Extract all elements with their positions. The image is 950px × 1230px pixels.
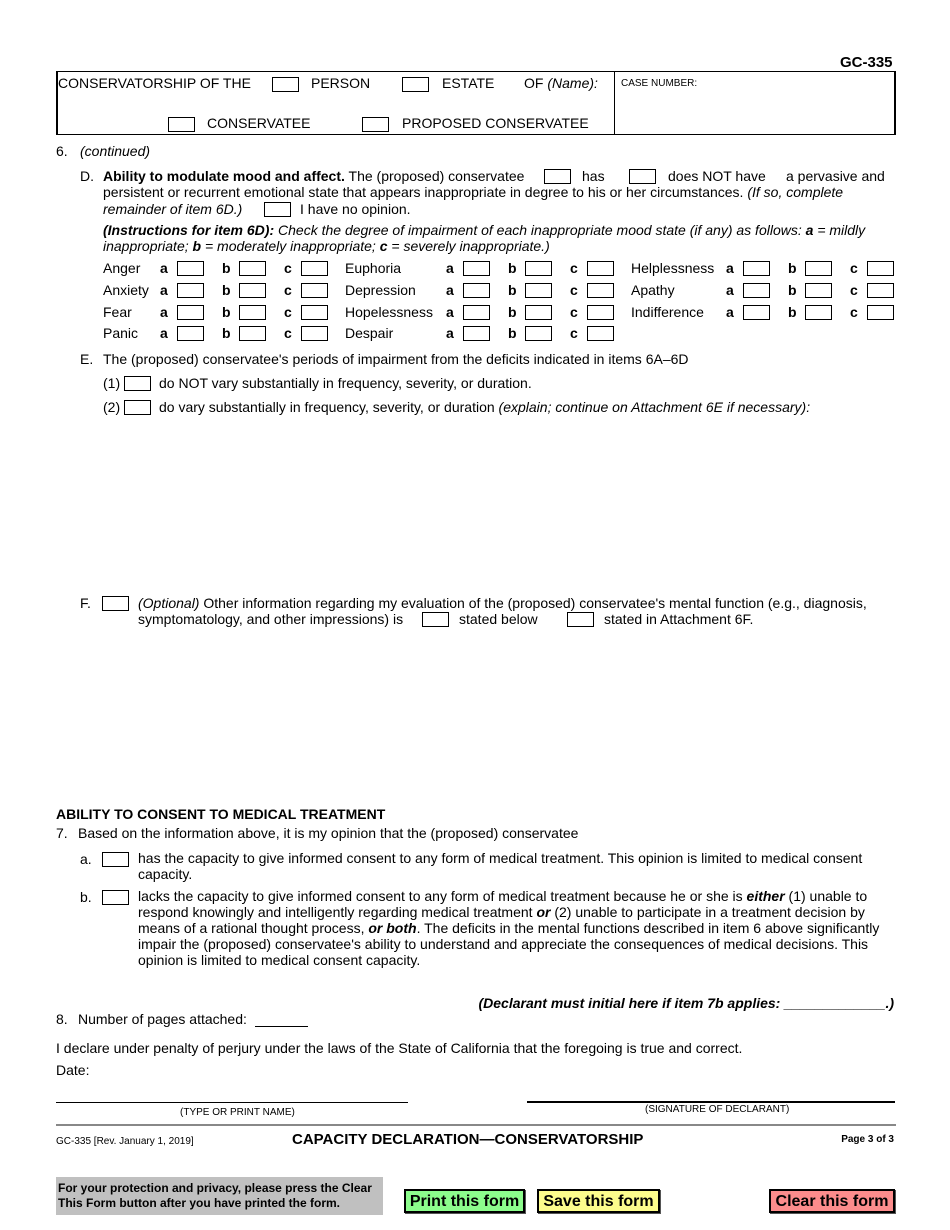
mood-indifference-c-checkbox[interactable] (867, 305, 894, 320)
mood-label: Panic (103, 325, 139, 341)
degree-b-label: b (508, 282, 517, 298)
item6f-text2: symptomatology, and other impressions) is (138, 611, 404, 627)
item6d-title: Ability to modulate mood and affect. (103, 168, 345, 184)
mood-panic-a-checkbox[interactable] (177, 326, 204, 341)
mood-euphoria-b-checkbox[interactable] (525, 261, 552, 276)
no-opinion-checkbox[interactable] (264, 202, 291, 217)
item7a-text: has the capacity to give informed consent to any form of medical treatment. This opinion is limited to medical consent capacity. (138, 850, 863, 882)
instr-b: b (192, 238, 202, 254)
mood-apathy-b-checkbox[interactable] (805, 283, 832, 298)
degree-c-label: c (284, 260, 292, 276)
degree-c-label: c (570, 304, 578, 320)
mood-label: Indifference (631, 304, 704, 320)
stated-attachment-label: stated in Attachment 6F. (604, 611, 754, 627)
degree-a-label: a (160, 304, 168, 320)
person-checkbox[interactable] (272, 77, 299, 92)
degree-b-label: b (222, 325, 231, 341)
mood-label: Depression (345, 282, 416, 298)
mood-panic-b-checkbox[interactable] (239, 326, 266, 341)
mood-depression-c-checkbox[interactable] (587, 283, 614, 298)
item6d-text4: (If so, complete (747, 184, 844, 200)
instr-c-text: = severely inappropriate.) (391, 238, 550, 254)
item7-number: 7. (56, 825, 68, 841)
name-line[interactable] (56, 1102, 408, 1103)
item7b-checkbox[interactable] (102, 890, 129, 905)
degree-a-label: a (726, 260, 734, 276)
case-number-label: CASE NUMBER: (621, 78, 698, 89)
revision-label: GC-335 [Rev. January 1, 2019] (56, 1136, 194, 1147)
degree-b-label: b (788, 304, 797, 320)
conservatee-checkbox[interactable] (168, 117, 195, 132)
initial-note: (Declarant must initial here if item 7b applies: _____________.) (478, 995, 894, 1011)
degree-c-label: c (570, 282, 578, 298)
mood-label: Anger (103, 260, 141, 276)
degree-b-label: b (222, 282, 231, 298)
signature-caption: (SIGNATURE OF DECLARANT) (645, 1104, 790, 1115)
stated-attachment-checkbox[interactable] (567, 612, 594, 627)
degree-c-label: c (570, 325, 578, 341)
mood-label: Helplessness (631, 260, 715, 276)
clear-form-button[interactable]: Clear this form (769, 1189, 895, 1213)
item6f-optional: (Optional) (138, 595, 200, 611)
item6f-text: Other information regarding my evaluation of the (proposed) conservatee's mental function (e.g., diagnosis, (203, 595, 867, 611)
item6e-opt2-label: do vary substantially in frequency, severity, or duration (159, 399, 495, 415)
degree-a-label: a (726, 282, 734, 298)
item6d-text5: remainder of item 6D.) (103, 201, 243, 217)
mood-label: Despair (345, 325, 394, 341)
stated-below-checkbox[interactable] (422, 612, 449, 627)
item6-continued: (continued) (80, 143, 151, 159)
instructions-text: Check the degree of impairment of each inappropriate mood state (if any) as follows: (278, 222, 802, 238)
item6e-opt2-note: (explain; continue on Attachment 6E if necessary): (498, 399, 811, 415)
degree-a-label: a (160, 282, 168, 298)
mood-anger-b-checkbox[interactable] (239, 261, 266, 276)
degree-c-label: c (284, 304, 292, 320)
mood-indifference-b-checkbox[interactable] (805, 305, 832, 320)
does-not-have-label: does NOT have (668, 168, 766, 184)
mood-depression-a-checkbox[interactable] (463, 283, 490, 298)
mood-indifference-a-checkbox[interactable] (743, 305, 770, 320)
proposed-conservatee-checkbox[interactable] (362, 117, 389, 132)
item7-intro: Based on the information above, it is my opinion that the (proposed) conservatee (78, 825, 579, 841)
mood-anxiety-b-checkbox[interactable] (239, 283, 266, 298)
degree-a-label: a (446, 282, 454, 298)
mood-panic-c-checkbox[interactable] (301, 326, 328, 341)
pages-attached-field[interactable] (255, 1026, 308, 1027)
item6e-opt1-label: do NOT vary substantially in frequency, severity, or duration. (159, 375, 532, 391)
date-label: Date: (56, 1062, 90, 1078)
item6-number: 6. (56, 143, 68, 159)
privacy-line1: For your protection and privacy, please press the Clear (58, 1181, 372, 1195)
degree-b-label: b (222, 304, 231, 320)
page-number: Page 3 of 3 (841, 1134, 894, 1145)
mood-fear-a-checkbox[interactable] (177, 305, 204, 320)
item6f-checkbox[interactable] (102, 596, 129, 611)
mood-anxiety-a-checkbox[interactable] (177, 283, 204, 298)
save-form-button[interactable]: Save this form (537, 1189, 660, 1213)
estate-label: ESTATE (442, 75, 495, 91)
mood-helplessness-b-checkbox[interactable] (805, 261, 832, 276)
privacy-line2: This Form button after you have printed the form. (58, 1196, 341, 1210)
mood-despair-c-checkbox[interactable] (587, 326, 614, 341)
degree-b-label: b (788, 282, 797, 298)
instr-a-text: = mildly (817, 222, 866, 238)
mood-label: Euphoria (345, 260, 402, 276)
of-label: OF (524, 75, 544, 91)
divider (614, 71, 615, 135)
footer-divider (56, 1124, 896, 1126)
degree-b-label: b (508, 260, 517, 276)
item6e-opt1-num: (1) (103, 375, 121, 391)
print-form-button[interactable]: Print this form (404, 1189, 525, 1213)
item6e-opt2-checkbox[interactable] (124, 400, 151, 415)
declaration-text: I declare under penalty of perjury under the laws of the State of California that the foregoing is true and correct. (56, 1040, 743, 1056)
no-opinion-label: I have no opinion. (300, 201, 411, 217)
stated-below-label: stated below (459, 611, 538, 627)
item6e-letter: E. (80, 351, 94, 367)
instructions-title: (Instructions for item 6D): (103, 222, 275, 238)
proposed-conservatee-label: PROPOSED CONSERVATEE (402, 115, 589, 131)
item6d-letter: D. (80, 168, 94, 184)
mood-despair-b-checkbox[interactable] (525, 326, 552, 341)
item6d-text: The (proposed) conservatee (348, 168, 525, 184)
degree-a-label: a (160, 325, 168, 341)
degree-c-label: c (850, 282, 858, 298)
degree-c-label: c (284, 325, 292, 341)
name-label: (Name): (547, 75, 598, 91)
item7a-checkbox[interactable] (102, 852, 129, 867)
mood-label: Hopelessness (345, 304, 433, 320)
mood-label: Apathy (631, 282, 675, 298)
conservatorship-label: CONSERVATORSHIP OF THE (58, 75, 251, 91)
item8-number: 8. (56, 1011, 68, 1027)
item7b-letter: b. (80, 889, 92, 905)
instr-c: c (379, 238, 388, 254)
degree-b-label: b (508, 325, 517, 341)
degree-c-label: c (570, 260, 578, 276)
degree-a-label: a (446, 260, 454, 276)
person-label: PERSON (311, 75, 371, 91)
item6d-text3: persistent or recurrent emotional state that appears inappropriate in degree to his or her circumstances. (103, 184, 744, 200)
section7-heading: ABILITY TO CONSENT TO MEDICAL TREATMENT (56, 806, 386, 822)
item6d-text2: a pervasive and (786, 168, 885, 184)
mood-anger-a-checkbox[interactable] (177, 261, 204, 276)
item6f-letter: F. (80, 595, 91, 611)
mood-euphoria-c-checkbox[interactable] (587, 261, 614, 276)
mood-hopelessness-c-checkbox[interactable] (587, 305, 614, 320)
mood-anger-c-checkbox[interactable] (301, 261, 328, 276)
mood-despair-a-checkbox[interactable] (463, 326, 490, 341)
degree-a-label: a (446, 304, 454, 320)
mood-label: Anxiety (103, 282, 149, 298)
mood-anxiety-c-checkbox[interactable] (301, 283, 328, 298)
item8-label: Number of pages attached: (78, 1011, 247, 1027)
degree-b-label: b (508, 304, 517, 320)
mood-apathy-a-checkbox[interactable] (743, 283, 770, 298)
mood-helplessness-a-checkbox[interactable] (743, 261, 770, 276)
form-id: GC-335 (840, 54, 893, 71)
degree-c-label: c (284, 282, 292, 298)
degree-a-label: a (160, 260, 168, 276)
degree-c-label: c (850, 260, 858, 276)
item6e-text: The (proposed) conservatee's periods of impairment from the deficits indicated in items 6A–6D (103, 351, 689, 367)
degree-a-label: a (446, 325, 454, 341)
degree-b-label: b (788, 260, 797, 276)
has-checkbox[interactable] (544, 169, 571, 184)
form-title: CAPACITY DECLARATION—CONSERVATORSHIP (292, 1131, 644, 1148)
mood-euphoria-a-checkbox[interactable] (463, 261, 490, 276)
mood-hopelessness-b-checkbox[interactable] (525, 305, 552, 320)
instr-a: a (805, 222, 814, 238)
mood-fear-b-checkbox[interactable] (239, 305, 266, 320)
item6e-opt2-num: (2) (103, 399, 121, 415)
conservatee-label: CONSERVATEE (207, 115, 311, 131)
mood-fear-c-checkbox[interactable] (301, 305, 328, 320)
privacy-notice (56, 1177, 383, 1215)
mood-depression-b-checkbox[interactable] (525, 283, 552, 298)
degree-c-label: c (850, 304, 858, 320)
instructions-text2: inappropriate; (103, 238, 189, 254)
degree-b-label: b (222, 260, 231, 276)
item7a-letter: a. (80, 851, 92, 867)
instr-b-text: = moderately inappropriate; (204, 238, 376, 254)
item6e-opt1-checkbox[interactable] (124, 376, 151, 391)
mood-hopelessness-a-checkbox[interactable] (463, 305, 490, 320)
estate-checkbox[interactable] (402, 77, 429, 92)
item7b-text: lacks the capacity to give informed consent to any form of medical treatment because he or she is either (1) unable to respond knowingly and intelligently regarding medical treatment or (2) unable to participate in a treatment decision by means of a rational thought process, or both. The deficits in the mental functions described in item 6 above significantly impair the (proposed) conservatee's ability to understand and appreciate the consequences of medical decisions. This opinion is limited to medical consent capacity. (138, 888, 880, 968)
has-label: has (582, 168, 605, 184)
mood-apathy-c-checkbox[interactable] (867, 283, 894, 298)
does-not-have-checkbox[interactable] (629, 169, 656, 184)
mood-label: Fear (103, 304, 132, 320)
degree-a-label: a (726, 304, 734, 320)
mood-helplessness-c-checkbox[interactable] (867, 261, 894, 276)
name-caption: (TYPE OR PRINT NAME) (180, 1107, 295, 1118)
